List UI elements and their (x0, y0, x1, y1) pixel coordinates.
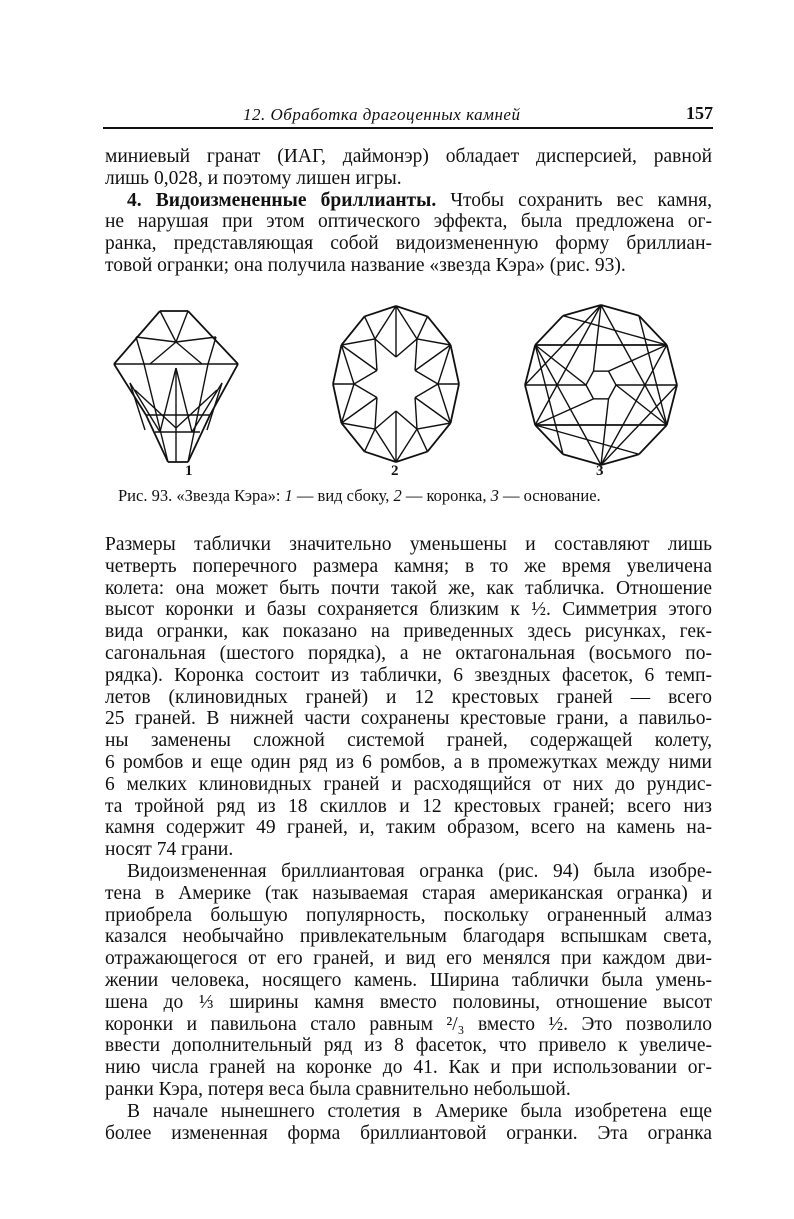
facet-line (417, 316, 428, 339)
crown-outline (396, 452, 428, 462)
facet-line (176, 368, 192, 432)
facet-line (176, 311, 188, 342)
facet-line (415, 398, 451, 424)
text-line: рядка). Коронка состоит из таблички, 6 звездных фасеток, 6 темп- (105, 664, 712, 686)
text-line: летов (клиновидных граней) и 12 крестовых граней — всего (105, 686, 712, 708)
text-line: ны заменены сложной системой граней, содержащей колету, (105, 730, 712, 752)
facet-line (176, 342, 202, 364)
facet-line (375, 398, 377, 430)
facet-line (417, 429, 428, 452)
facet-line (415, 398, 417, 430)
text-line: 25 граней. В нижней части сохранены крестовые грани, а павильо- (105, 708, 712, 730)
text-line: ранка, представляющая собой видоизмененную форму бриллиан- (105, 233, 712, 255)
facet-line (396, 429, 417, 462)
facet-line (136, 337, 144, 364)
text-line: товой огранки; она получила название «звезда Кэра» (рис. 93). (105, 254, 626, 276)
text-line: сагональная (шестого порядка), а не октагональная (восьмого по- (105, 642, 712, 664)
facet-line (535, 345, 563, 454)
crown-outline (428, 316, 451, 345)
text-line: 6 мелких клиновидных граней и расходящийся от них до рундис- (105, 773, 712, 795)
text-line: ранки Кэра, потеря веса была сравнительно небольшой. (105, 1078, 571, 1100)
facet-line (535, 425, 639, 454)
facet-line (188, 364, 208, 462)
text-line: коронки и павильона стало равным ²/₃ вместо ½. Это позволило (105, 1013, 712, 1035)
text-line: лишь 0,028, и поэтому лишен игры. (105, 167, 402, 189)
facet-line (396, 339, 417, 357)
caption-num: 2 (393, 486, 402, 505)
text-line: Видоизмененная бриллиантовая огранка (рис. 94) была изобре- (127, 860, 712, 882)
facet-line (341, 345, 354, 384)
crown-outline (341, 423, 364, 452)
facet-line (375, 429, 396, 462)
facet-line (375, 306, 396, 339)
facet-line (160, 311, 176, 342)
crown-outline (365, 306, 397, 316)
facet-line (594, 305, 602, 371)
running-title: 12. Обработка драгоценных камней (243, 105, 521, 124)
text-line: та тройной ряд из 18 скиллов и 12 крестовых граней; всего низ (105, 795, 712, 817)
facet-line (354, 384, 377, 398)
text-line: не нарушая при этом оптического эффекта, была предложена ог- (105, 211, 712, 233)
facet-line (535, 399, 593, 425)
crown-outline (451, 345, 459, 384)
facet-line (375, 339, 377, 371)
caption-text: — коронка, (401, 486, 491, 505)
figure-93-drawings (0, 290, 794, 470)
culet-hexagon (609, 371, 617, 385)
facet-line (415, 339, 417, 371)
pavilion-outline (535, 316, 563, 345)
figure-label-1: 1 (185, 463, 193, 479)
text-span: Чтобы сохранить вес камня, (436, 189, 712, 211)
facet-line (354, 371, 377, 385)
text-line: приобрела большую популярность, поскольку ограненный алмаз (105, 904, 712, 926)
facet-line (130, 383, 160, 432)
facet-line (192, 383, 222, 432)
facet-line (130, 383, 145, 430)
side-view-outline (114, 364, 146, 415)
text-line: тена в Америке (так называемая старая американская огранка) и (105, 882, 712, 904)
text-line: ввести дополнительный ряд из 8 фасеток, что привело к увеличе- (105, 1035, 712, 1057)
figure-label-2: 2 (391, 463, 399, 479)
text-line: четверть поперечного размера камня; в то же время увеличена (105, 555, 712, 577)
text-line: Размеры таблички значительно уменьшены и составляют лишь (105, 534, 712, 555)
crown-outline (396, 306, 428, 316)
facet-line (415, 384, 438, 398)
facet-line (341, 398, 377, 424)
caption-prefix: Рис. 93. «Звезда Кэра»: (118, 486, 285, 505)
facet-line (609, 345, 667, 371)
facet-line (415, 371, 438, 385)
culet-hexagon (609, 385, 617, 399)
figure-caption (118, 486, 601, 506)
text-line: высот коронки и базы сохраняется близким к ½. Симметрия этого (105, 599, 712, 621)
facet-line (396, 306, 417, 339)
crown-outline (451, 384, 459, 423)
text-line: более измененная форма бриллиантовой огранки. Эта огранка (105, 1122, 712, 1144)
facet-line (639, 316, 667, 425)
text-line: В начале нынешнего столетия в Америке была изобретена еще (127, 1100, 712, 1122)
intro-text (105, 146, 712, 277)
facet-line (176, 337, 216, 342)
side-view-outline (146, 415, 168, 462)
text-line: 6 ромбов и еще один ряд из 6 ромбов, а в промежутках между ними (105, 751, 712, 773)
facet-line (563, 316, 667, 345)
culet-hexagon (586, 371, 594, 385)
culet-hexagon (586, 385, 594, 399)
text-line: камня содержит 49 граней, и, таким образом, всего на камень на- (105, 817, 712, 839)
crown-outline (365, 452, 397, 462)
facet-line (415, 345, 451, 371)
pavilion-outline (525, 385, 535, 425)
facet-line (136, 337, 176, 342)
facet-line (375, 411, 396, 429)
facet-line (207, 383, 222, 430)
text-line: казался необычайно привлекательным благодаря вспышкам света, (105, 926, 712, 948)
text-line: отражающегося от его граней, и вид его менялся при каждом дви- (105, 948, 712, 970)
pavilion-outline (667, 345, 677, 385)
facet-line (365, 316, 376, 339)
crown-outline (428, 423, 451, 452)
text-line (105, 190, 712, 212)
facet-line (375, 339, 396, 357)
facet-line (601, 399, 609, 465)
text-line: вида огранки, как показано на приведенных здесь рисунках, гек- (105, 621, 712, 643)
facet-line (160, 368, 176, 432)
text-line: миниевый гранат (ИАГ, даймонэр) обладает дисперсией, равной (105, 146, 712, 167)
pavilion-outline (639, 425, 667, 454)
page-number: 157 (686, 103, 713, 123)
facet-line (341, 384, 354, 423)
text-line: носят 74 грани. (105, 839, 234, 861)
facet-line (438, 345, 451, 384)
facet-line (150, 342, 176, 364)
caption-text: — основание. (498, 486, 601, 505)
crown-outline (333, 345, 341, 384)
facet-line (438, 384, 451, 423)
facet-line (208, 337, 216, 364)
caption-num: 1 (284, 486, 293, 505)
body-text (105, 534, 712, 1144)
running-header (103, 103, 713, 129)
caption-text: — вид сбоку, (292, 486, 394, 505)
figure-label-3: 3 (596, 463, 604, 479)
section-heading: 4. Видоизмененные бриллианты. (127, 189, 437, 211)
text-line: шена до ⅓ ширины камня вместо половины, отношение высот (105, 991, 712, 1013)
text-line: нию числа граней на коронке до 41. Как и при использовании ог- (105, 1057, 712, 1079)
caption-num: 3 (490, 486, 499, 505)
side-view-outline (188, 415, 210, 462)
text-line: жении человека, носящего камень. Ширина таблички была умень- (105, 969, 712, 991)
text-line: колета: она может быть почти такой же, как табличка. Отношение (105, 577, 712, 599)
facet-line (341, 345, 377, 371)
facet-line (365, 429, 376, 452)
crown-outline (341, 316, 364, 345)
crown-outline (333, 384, 341, 423)
facet-line (396, 411, 417, 429)
